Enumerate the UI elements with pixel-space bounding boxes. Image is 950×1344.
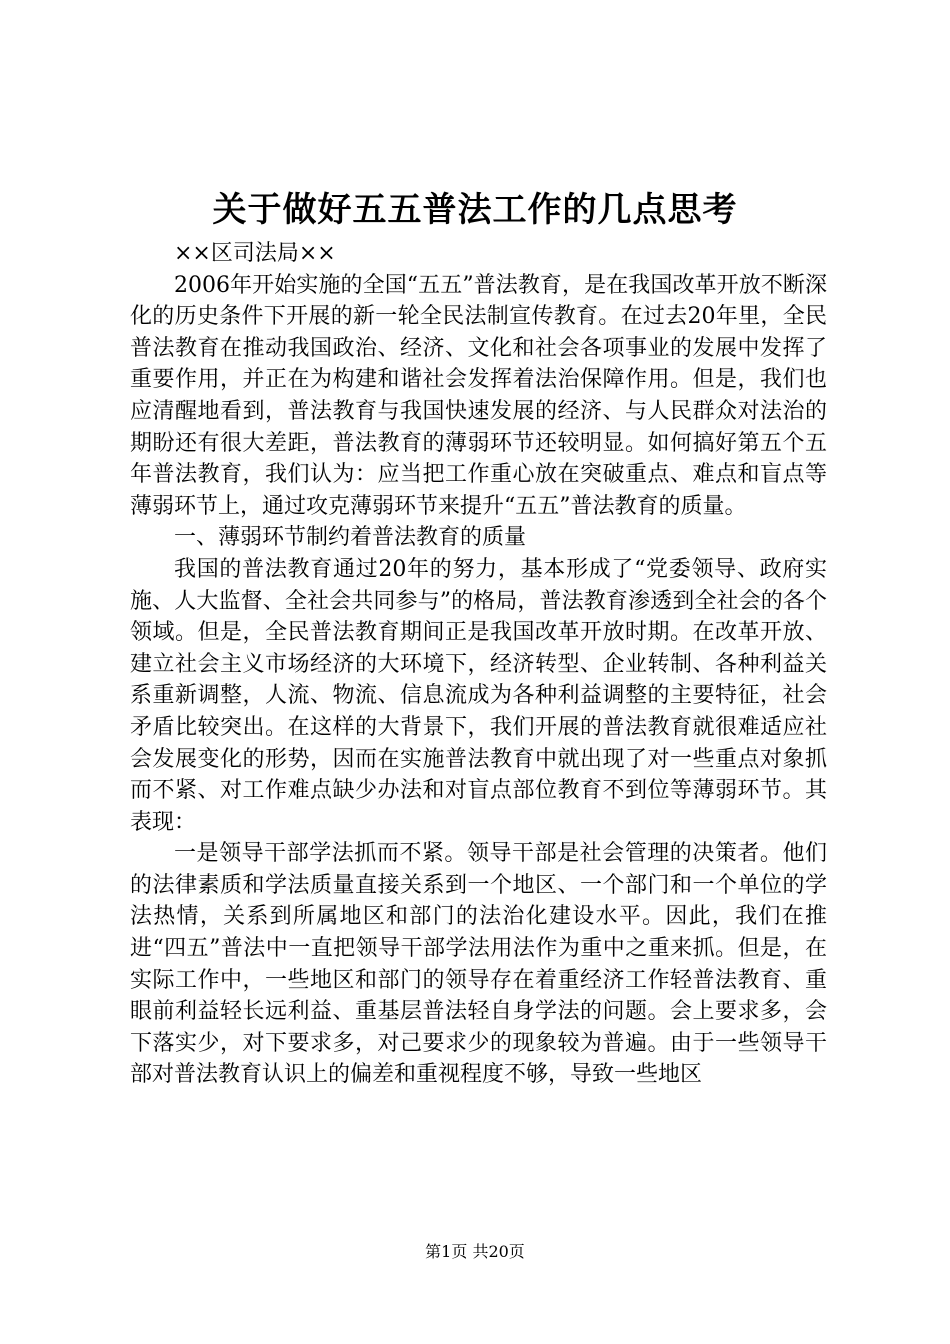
- paragraph-point-1: 一是领导干部学法抓而不紧。领导干部是社会管理的决策者。他们的法律素质和学法质量直接关系到一个地区、一个部门和一个单位的学法热情，关系到所属地区和部门的法治化建设水平。因此，我们在推进“四五”普法中一直把领导干部学法用法作为重中之重来抓。但是，在实际工作中，一些地区和部门的领导存在着重经济工作轻普法教育、重眼前利益轻长远利益、重基层普法轻自身学法的问题。会上要求多，会下落实少，对下要求多，对己要求少的现象较为普遍。由于一些领导干部对普法教育认识上的偏差和重视程度不够，导致一些地区: [130, 841, 827, 1088]
- author-line: ××区司法局××: [174, 241, 336, 266]
- paragraph-intro: 2006年开始实施的全国“五五”普法教育，是在我国改革开放不断深化的历史条件下开展的新一轮全民法制宣传教育。在过去20年里，全民普法教育在推动我国政治、经济、文化和社会各项事业的发展中发挥了重要作用，并正在为构建和谐社会发挥着法治保障作用。但是，我们也应清醒地看到，普法教育与我国快速发展的经济、与人民群众对法治的期盼还有很大差距，普法教育的薄弱环节还较明显。如何搞好第五个五年普法教育，我们认为：应当把工作重心放在突破重点、难点和盲点等薄弱环节上，通过攻克薄弱环节来提升“五五”普法教育的质量。: [130, 272, 827, 519]
- document-body: [130, 238, 827, 1091]
- document-title: 关于做好五五普法工作的几点思考: [212, 190, 738, 230]
- page-footer: 第1页 共20页: [425, 1242, 525, 1261]
- paragraph-background: 我国的普法教育通过20年的努力，基本形成了“党委领导、政府实施、人大监督、全社会共同参与”的格局，普法教育渗透到全社会的各个领域。但是，全民普法教育期间正是我国改革开放时期。在改革开放、建立社会主义市场经济的大环境下，经济转型、企业转制、各种利益关系重新调整，人流、物流、信息流成为各种利益调整的主要特征，社会矛盾比较突出。在这样的大背景下，我们开展的普法教育就很难适应社会发展变化的形势，因而在实施普法教育中就出现了对一些重点对象抓而不紧、对工作难点缺少办法和对盲点部位教育不到位等薄弱环节。其表现：: [130, 556, 827, 835]
- section-heading-1: 一、薄弱环节制约着普法教育的质量: [174, 525, 527, 551]
